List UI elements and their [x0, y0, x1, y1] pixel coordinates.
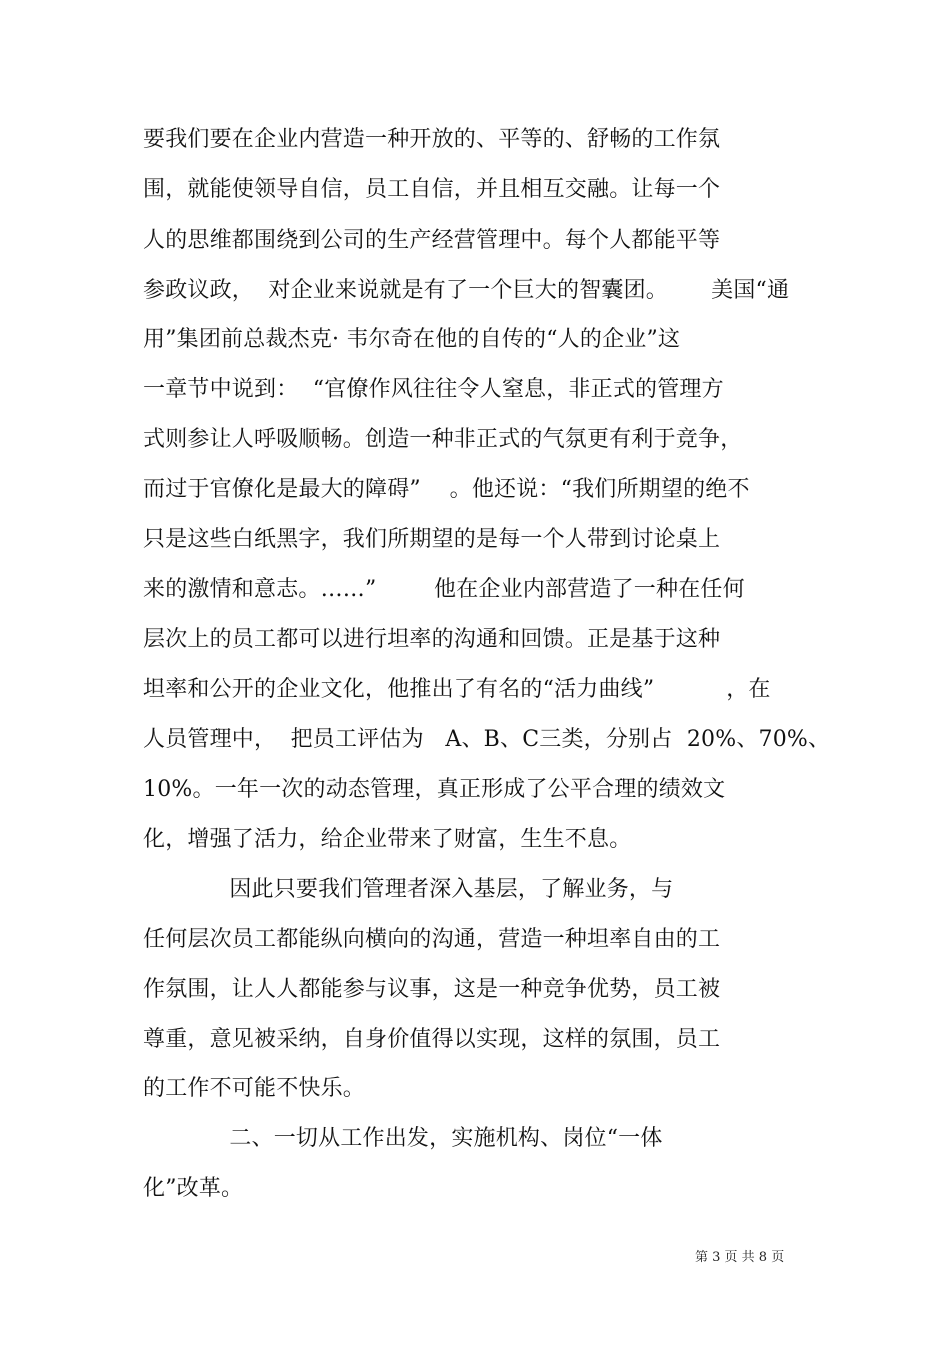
text-line: 的工作不可能不快乐。: [143, 1076, 366, 1101]
text-line: 人员管理中， 把员工评估为 A、B、C三类，分别占 20%、70%、: [143, 727, 831, 752]
text-line: 围，就能使领导自信，员工自信，并且相互交融。让每一个: [143, 177, 721, 202]
text-line: 坦率和公开的企业文化，他推出了有名的“活力曲线” ，在: [143, 677, 771, 702]
text-line: 用”集团前总裁杰克· 韦尔奇在他的自传的“人的企业”这: [143, 327, 681, 352]
text-line: 参政议政， 对企业来说就是有了一个巨大的智囊团。 美国“通: [143, 278, 790, 303]
page-number: 第 3 页 共 8 页: [695, 1250, 785, 1265]
text-line: 10%。一年一次的动态管理，真正形成了公平合理的绩效文: [143, 777, 726, 802]
text-line: 二、一切从工作出发，实施机构、岗位“一体: [143, 1126, 663, 1151]
text-line: 化，增强了活力，给企业带来了财富，生生不息。: [143, 827, 632, 852]
text-line: 因此只要我们管理者深入基层，了解业务，与: [143, 877, 674, 902]
text-line: 尊重，意见被采纳，自身价值得以实现，这样的氛围，员工: [143, 1027, 721, 1052]
text-line: 人的思维都围绕到公司的生产经营管理中。每个人都能平等: [143, 228, 721, 253]
text-line: 化”改革。: [143, 1176, 244, 1201]
text-line: 任何层次员工都能纵向横向的沟通，营造一种坦率自由的工: [143, 927, 721, 952]
text-line: 来的激情和意志。……” 他在企业内部营造了一种在任何: [143, 577, 745, 602]
text-line: 作氛围，让人人都能参与议事，这是一种竞争优势，员工被: [143, 977, 721, 1002]
text-line: 式则参让人呼吸顺畅。创造一种非正式的气氛更有利于竞争，: [143, 427, 743, 452]
text-line: 而过于官僚化是最大的障碍” 。他还说：“我们所期望的绝不: [143, 477, 750, 502]
text-line: 层次上的员工都可以进行坦率的沟通和回馈。正是基于这种: [143, 627, 721, 652]
text-line: 只是这些白纸黑字，我们所期望的是每一个人带到讨论桌上: [143, 527, 721, 552]
text-line: 要我们要在企业内营造一种开放的、平等的、舒畅的工作氛: [143, 127, 721, 152]
text-line: 一章节中说到： “官僚作风往往令人窒息，非正式的管理方: [143, 377, 724, 402]
